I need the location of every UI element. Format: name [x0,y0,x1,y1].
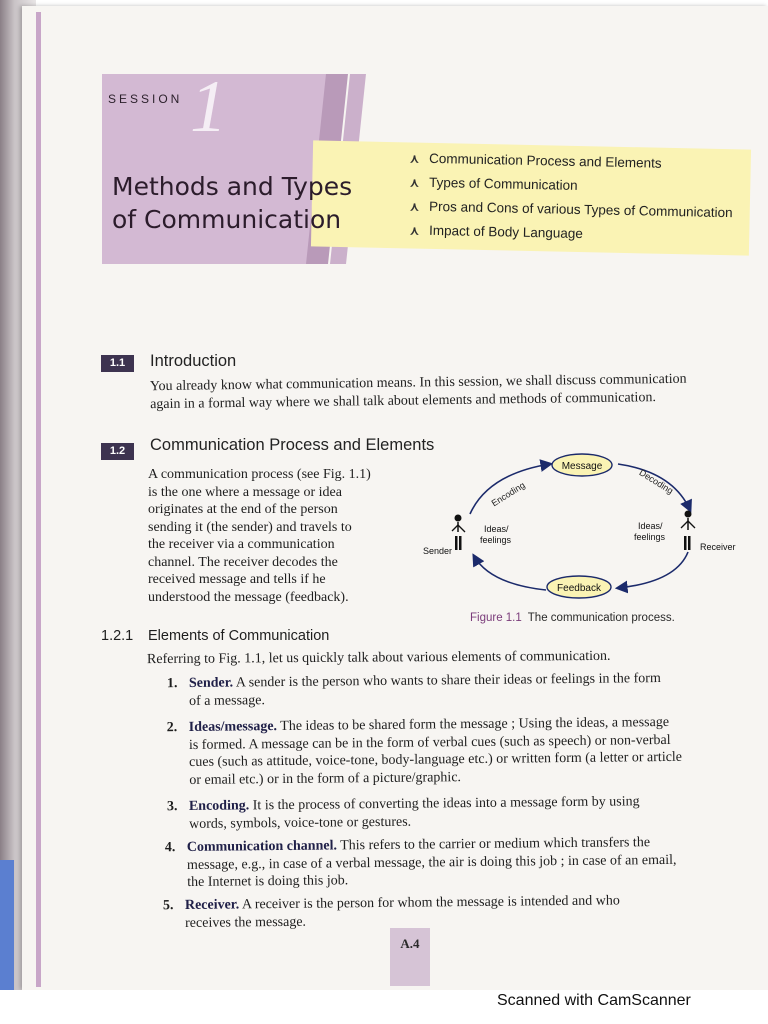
text-line: A receiver is the person for whom the message is intended and who [239,893,620,913]
text-line: received message and tells if he [148,572,326,587]
text-line: is the one where a message or idea [148,484,342,500]
text-line: A sender is the person who wants to share their ideas or feelings in the form [233,671,661,691]
item-number: 2. [166,720,178,736]
topic-label: Pros and Cons of various Types of Communication [428,198,733,221]
sender-figure [452,515,465,551]
figure-caption-text: The communication process. [527,612,675,624]
text-line: the receiver via a communication [148,537,335,552]
list-item [166,669,759,710]
item-number: 3. [166,799,178,815]
text-line: receives the message. [185,914,307,931]
decoding-label: Decoding [637,467,676,496]
session-title-line: Methods and Types [112,172,353,201]
text-line: originates at the end of the person [148,502,338,517]
list-item [162,891,755,932]
text-line: sending it (the sender) and travels to [148,519,352,535]
section-heading: Communication Process and Elements [150,436,435,454]
bullet-icon: ⋏ [409,175,419,190]
session-title [112,170,402,236]
text-line: again in a formal way where we shall talk about elements and methods of communication. [150,389,657,412]
list-item [166,713,760,789]
figure-caption [470,612,675,624]
section-heading: Introduction [150,352,237,370]
text-line: cues (such as attitude, voice-tone, body-language etc.) or written form (a letter or article [189,749,683,770]
ideas-left-2: feelings [480,535,512,545]
section-badge: 1.1 [101,355,134,372]
text-line: the Internet is doing this job. [187,873,349,890]
text-line: of a message. [189,692,265,709]
feedback-arrow [474,556,546,590]
bullet-icon: ⋏ [409,199,419,214]
item-term: Ideas/message. [188,719,278,735]
blue-cover-edge [0,860,14,990]
bullet-icon: ⋏ [409,223,419,238]
item-term: Sender. [188,675,234,691]
bullet-icon: ⋏ [409,151,419,166]
ideas-right-1: Ideas/ [638,521,663,531]
return-arrow [618,552,688,588]
list-item [164,833,758,891]
sender-label: Sender [423,546,453,556]
text-line: You already know what communication means. In this session, we shall discuss communication [149,371,687,395]
scanner-watermark: Scanned with CamScanner [497,992,691,1009]
decoding-arrow [618,464,690,510]
text-line: It is the process of converting the ideas into a message form by using [249,794,640,814]
elements-intro: Referring to Fig. 1.1, let us quickly talk about various elements of communication. [146,648,611,668]
topic-label: Impact of Body Language [428,222,584,242]
message-label: Message [561,461,603,472]
topic-label: Types of Communication [428,174,578,193]
ideas-left-1: Ideas/ [484,524,509,534]
item-term: Encoding. [188,798,250,814]
subsection-heading: Elements of Communication [148,628,330,644]
topic-label: Communication Process and Elements [428,150,662,171]
text-line: is formed. A message can be in the form of verbal cues (such as speech) or non-verbal [188,732,671,753]
text-line: understood the message (feedback). [148,589,349,605]
section-badge: 1.2 [101,443,134,460]
text-line: This refers to the carrier or medium which transfers the [336,835,651,854]
session-topics-list [410,150,750,246]
receiver-figure [681,511,695,551]
process-paragraph [148,466,390,606]
page-number: A.4 [400,936,420,951]
text-line: words, symbols, voice-tone or gestures. [189,814,412,832]
text-line: The ideas to be shared form the message ; Using the ideas, a message [276,714,670,735]
receiver-label: Receiver [700,542,736,552]
text-line: or email etc.) or in the form of a picture/graphic. [189,769,462,788]
text-line: message, e.g., in case of a verbal message, the air is doing this job ; in case of an email, [186,852,677,873]
encoding-label: Encoding [489,479,527,509]
feedback-label: Feedback [557,583,601,594]
margin-rule [36,12,41,987]
item-number: 5. [162,898,174,914]
session-title-line: of Communication [112,205,342,234]
subsection-number: 1.2.1 [101,628,134,644]
ideas-right-2: feelings [634,532,666,542]
item-number: 1. [166,676,178,692]
list-item [166,792,759,833]
item-term: Receiver. [184,897,240,913]
session-label: SESSION [108,92,183,106]
session-number: 1 [190,66,227,148]
item-number: 4. [164,840,176,856]
figure-number: Figure 1.1 [470,612,522,624]
communication-process-figure [418,452,748,612]
figure-diagram [418,452,748,612]
text-line: channel. The receiver decodes the [148,554,338,570]
text-line: A communication process (see Fig. 1.1) [148,467,371,482]
item-term: Communication channel. [186,838,338,855]
